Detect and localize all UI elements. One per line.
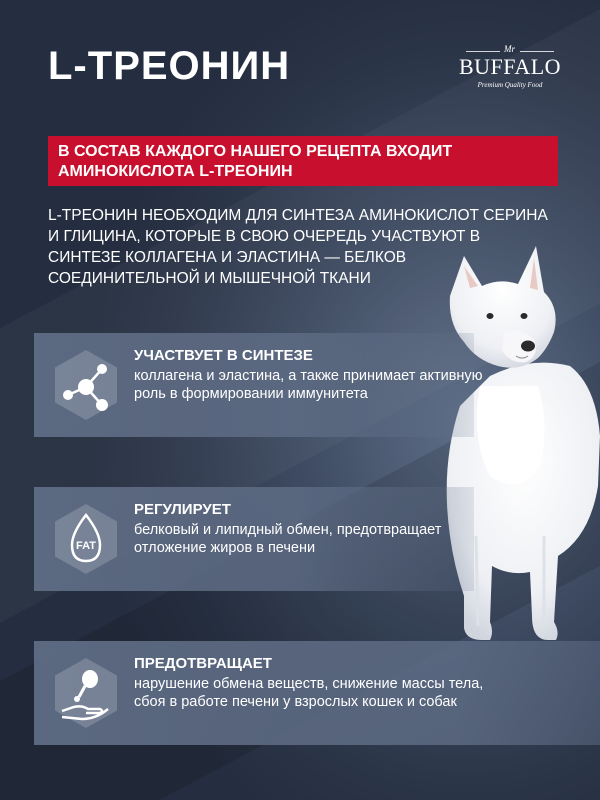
logo-divider	[466, 51, 500, 52]
highlight-banner	[48, 136, 558, 186]
hand-drumstick-icon	[48, 655, 124, 731]
molecule-icon	[48, 347, 124, 423]
benefit-title: УЧАСТВУЕТ В СИНТЕЗЕ	[134, 347, 313, 364]
logo-prefix: Mr	[504, 44, 515, 54]
benefit-title: РЕГУЛИРУЕТ	[134, 501, 231, 518]
logo-tagline: Premium Quality Food	[477, 81, 543, 89]
benefit-text: коллагена и эластина, а также принимает активную роль в формировании иммунитета	[134, 368, 483, 402]
banner-line-1: В СОСТАВ КАЖДОГО НАШЕГО РЕЦЕПТА ВХОДИТ	[58, 143, 453, 160]
brand-logo	[452, 44, 568, 94]
benefit-card	[34, 641, 600, 745]
logo-divider	[520, 51, 554, 52]
benefit-title: ПРЕДОТВРАЩАЕТ	[134, 655, 272, 672]
fat-icon-label: FAT	[76, 540, 96, 552]
banner-line-2: АМИНОКИСЛОТА L-ТРЕОНИН	[58, 163, 293, 180]
benefit-text: нарушение обмена веществ, снижение массы тела, сбоя в работе печени у взрослых кошек и собак	[134, 676, 484, 710]
benefit-card	[34, 333, 483, 437]
fat-drop-icon	[48, 501, 124, 577]
benefit-card	[34, 487, 474, 591]
benefit-text: белковый и липидный обмен, предотвращает отложение жиров в печени	[134, 522, 442, 556]
logo-name: BUFFALO	[458, 54, 562, 79]
intro-text: L-ТРЕОНИН НЕОБХОДИМ ДЛЯ СИНТЕЗА АМИНОКИСЛОТ СЕРИНА И ГЛИЦИНА, КОТОРЫЕ В СВОЮ ОЧЕРЕДЬ УЧАСТВУЮТ В СИНТЕЗЕ КОЛЛАГЕНА И ЭЛАСТИНА — БЕЛКОВ СОЕДИНИТЕЛЬНОЙ И МЫШЕЧНОЙ ТКАНИ	[48, 207, 548, 287]
page-title: L-ТРЕОНИН	[48, 44, 291, 88]
